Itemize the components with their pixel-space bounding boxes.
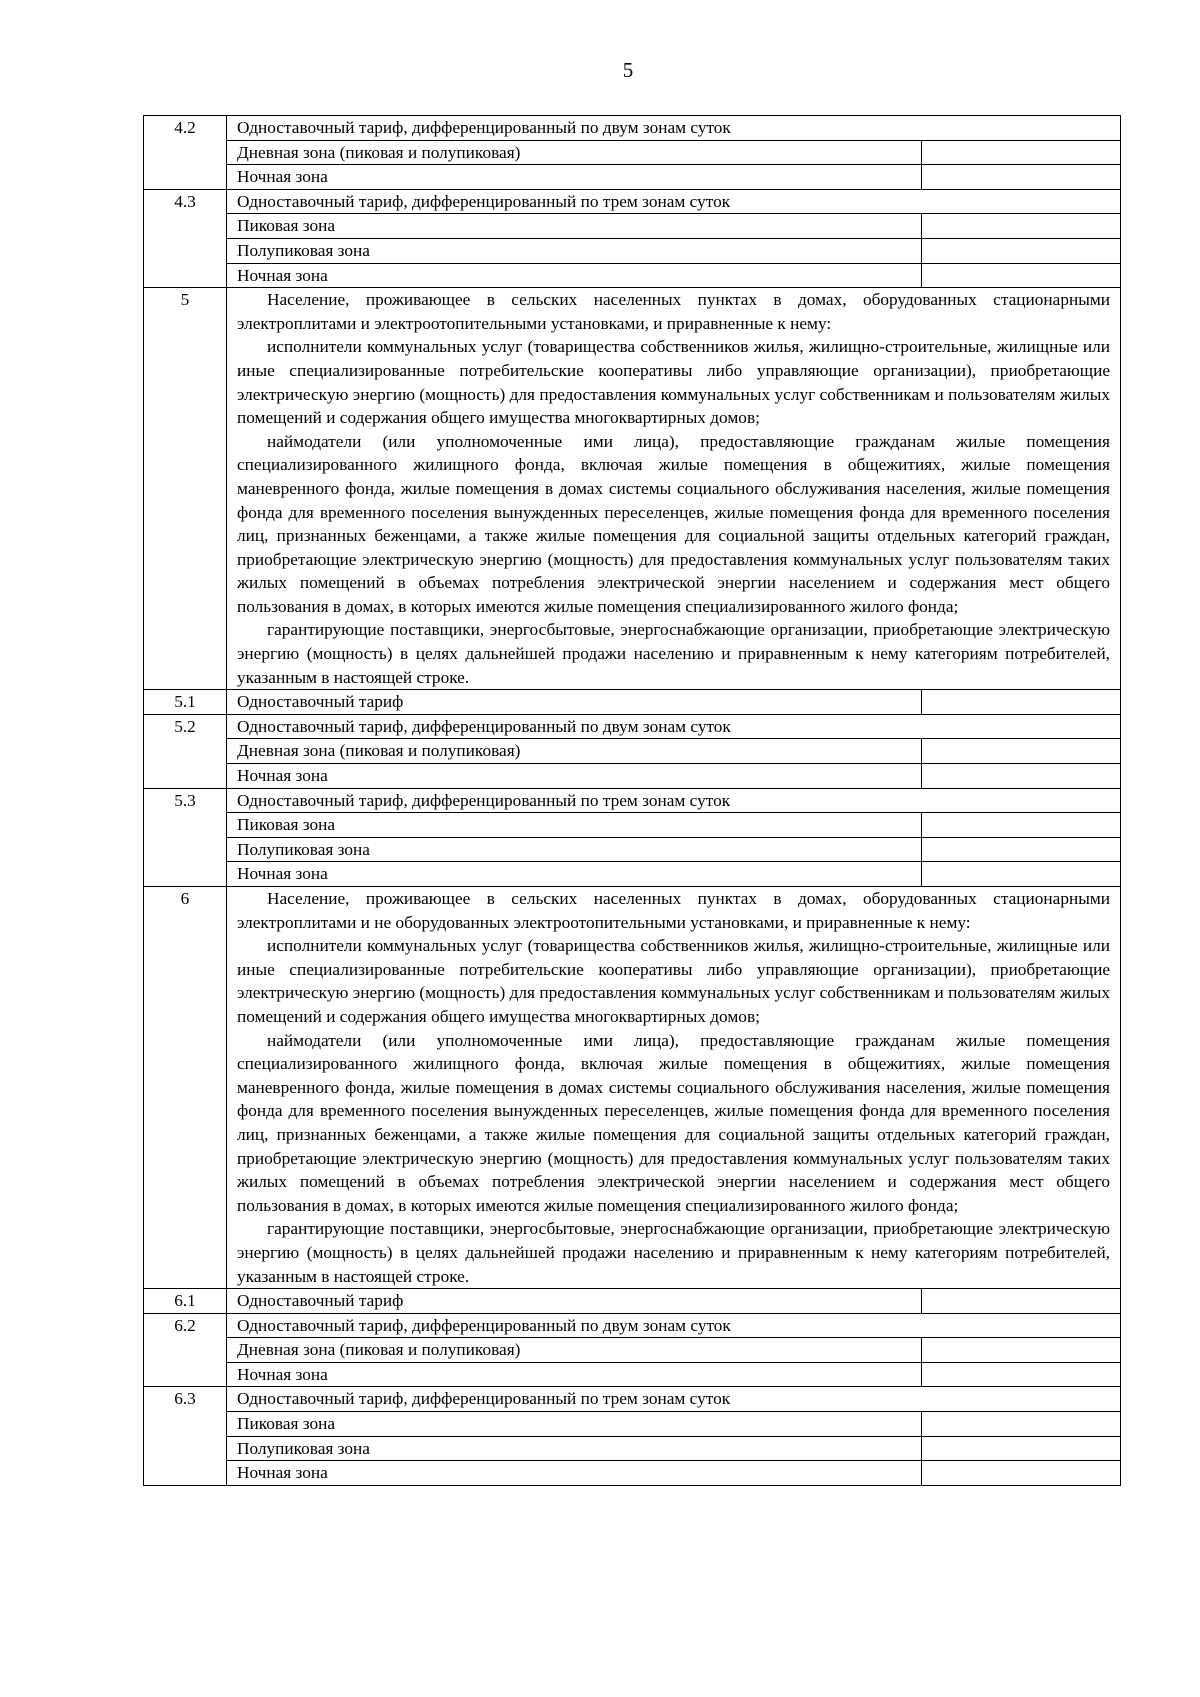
table-row	[144, 788, 1121, 813]
row-label: Полупиковая зона	[227, 1436, 922, 1461]
value-cell	[922, 1436, 1121, 1461]
group-intro: Население, проживающее в сельских населенных пунктах в домах, оборудованных стационарными электроплитами и электроотопительными установками, и приравненные к нему:	[237, 290, 1111, 333]
row-label: Дневная зона (пиковая и полупиковая)	[227, 1338, 922, 1363]
table-row	[144, 813, 1121, 838]
group-paragraph: гарантирующие поставщики, энергосбытовые, энергоснабжающие организации, приобретающие электрическую энергию (мощность) в целях дальнейшей продажи населению и приравненным к нему категориям потребителей, указанным в настоящей строке.	[237, 620, 1111, 687]
table-row	[144, 862, 1121, 887]
row-label: Пиковая зона	[227, 1412, 922, 1437]
row-number: 6.2	[144, 1313, 227, 1387]
table-row	[144, 837, 1121, 862]
value-cell	[922, 813, 1121, 838]
value-cell	[922, 837, 1121, 862]
table-row	[144, 887, 1121, 1289]
table-row	[144, 263, 1121, 288]
table-row	[144, 1387, 1121, 1412]
group-paragraph: наймодатели (или уполномоченные ими лица), предоставляющие гражданам жилые помещения специализированного жилищного фонда, включая жилые помещения в общежитиях, жилые помещения маневренного фонда, жилые помещения в домах системы социального обслуживания населения, жилые помещения фонда для временного поселения вынужденных переселенцев, жилые помещения фонда для временного поселения лиц, признанных беженцами, а также жилые помещения для социальной защиты отдельных категорий граждан, приобретающие электрическую энергию (мощность) для предоставления коммунальных услуг пользователям таких жилых помещений в объемах потребления электрической энергии населением и содержания мест общего пользования в домах, в которых имеются жилые помещения специализированного жилого фонда;	[237, 1030, 1111, 1215]
table-row	[144, 1289, 1121, 1314]
value-cell	[922, 140, 1121, 165]
table-row	[144, 1461, 1121, 1486]
row-label: Ночная зона	[227, 764, 922, 789]
row-label: Ночная зона	[227, 862, 922, 887]
table-row	[144, 739, 1121, 764]
row-label: Полупиковая зона	[227, 837, 922, 862]
consumer-group-description	[227, 288, 1121, 690]
row-label: Одноставочный тариф	[227, 690, 922, 715]
row-label: Одноставочный тариф, дифференцированный по двум зонам суток	[227, 1313, 1121, 1338]
row-number: 6.3	[144, 1387, 227, 1485]
row-label: Ночная зона	[227, 263, 922, 288]
table-row	[144, 165, 1121, 190]
table-row	[144, 690, 1121, 715]
row-number: 5.3	[144, 788, 227, 886]
table-row	[144, 1313, 1121, 1338]
row-label: Одноставочный тариф	[227, 1289, 922, 1314]
value-cell	[922, 263, 1121, 288]
value-cell	[922, 1412, 1121, 1437]
row-label: Ночная зона	[227, 165, 922, 190]
row-number: 5.1	[144, 690, 227, 715]
row-label: Дневная зона (пиковая и полупиковая)	[227, 140, 922, 165]
table-row	[144, 1436, 1121, 1461]
row-label: Ночная зона	[227, 1461, 922, 1486]
group-paragraph: наймодатели (или уполномоченные ими лица), предоставляющие гражданам жилые помещения специализированного жилищного фонда, включая жилые помещения в общежитиях, жилые помещения маневренного фонда, жилые помещения в домах системы социального обслуживания населения, жилые помещения фонда для временного поселения вынужденных переселенцев, жилые помещения фонда для временного поселения лиц, признанных беженцами, а также жилые помещения для социальной защиты отдельных категорий граждан, приобретающие электрическую энергию (мощность) для предоставления коммунальных услуг пользователям таких жилых помещений в объемах потребления электрической энергии населением и содержания мест общего пользования в домах, в которых имеются жилые помещения специализированного жилого фонда;	[237, 431, 1111, 616]
value-cell	[922, 690, 1121, 715]
page-number: 5	[622, 58, 634, 82]
value-cell	[922, 1289, 1121, 1314]
value-cell	[922, 1461, 1121, 1486]
value-cell	[922, 238, 1121, 263]
value-cell	[922, 165, 1121, 190]
value-cell	[922, 1362, 1121, 1387]
row-label: Пиковая зона	[227, 813, 922, 838]
value-cell	[922, 862, 1121, 887]
table-row	[144, 116, 1121, 141]
row-label: Дневная зона (пиковая и полупиковая)	[227, 739, 922, 764]
row-label: Одноставочный тариф, дифференцированный по трем зонам суток	[227, 189, 1121, 214]
table-row	[144, 140, 1121, 165]
row-label: Полупиковая зона	[227, 238, 922, 263]
group-paragraph: исполнители коммунальных услуг (товарищества собственников жилья, жилищно-строительные, жилищные или иные специализированные потребительские кооперативы либо управляющие организации), приобретающие электрическую энергию (мощность) для предоставления коммунальных услуг собственникам и пользователям жилых помещений и содержания общего имущества многоквартирных домов;	[237, 337, 1111, 428]
value-cell	[922, 214, 1121, 239]
group-intro: Население, проживающее в сельских населенных пунктах в домах, оборудованных стационарными электроплитами и не оборудованных электроотопительными установками, и приравненные к нему:	[237, 889, 1111, 932]
row-number: 4.2	[144, 116, 227, 190]
table-row	[144, 288, 1121, 690]
tariff-table	[143, 115, 1121, 1486]
value-cell	[922, 1338, 1121, 1363]
table-row	[144, 214, 1121, 239]
row-label: Ночная зона	[227, 1362, 922, 1387]
table-row	[144, 714, 1121, 739]
value-cell	[922, 739, 1121, 764]
row-label: Одноставочный тариф, дифференцированный по трем зонам суток	[227, 1387, 1121, 1412]
table-row	[144, 1412, 1121, 1437]
group-paragraph: исполнители коммунальных услуг (товарищества собственников жилья, жилищно-строительные, жилищные или иные специализированные потребительские кооперативы либо управляющие организации), приобретающие электрическую энергию (мощность) для предоставления коммунальных услуг собственникам и пользователям жилых помещений и содержания общего имущества многоквартирных домов;	[237, 936, 1111, 1026]
row-label: Одноставочный тариф, дифференцированный по двум зонам суток	[227, 714, 1121, 739]
consumer-group-description	[227, 887, 1121, 1289]
row-label: Одноставочный тариф, дифференцированный по трем зонам суток	[227, 788, 1121, 813]
table-row	[144, 1338, 1121, 1363]
table-row	[144, 764, 1121, 789]
table-row	[144, 1362, 1121, 1387]
table-row	[144, 238, 1121, 263]
group-paragraph: гарантирующие поставщики, энергосбытовые, энергоснабжающие организации, приобретающие электрическую энергию (мощность) в целях дальнейшей продажи населению и приравненным к нему категориям потребителей, указанным в настоящей строке.	[237, 1219, 1111, 1286]
row-number: 5	[144, 288, 227, 690]
row-number: 5.2	[144, 714, 227, 788]
row-number: 6.1	[144, 1289, 227, 1314]
row-number: 6	[144, 887, 227, 1289]
row-label: Пиковая зона	[227, 214, 922, 239]
table-row	[144, 189, 1121, 214]
value-cell	[922, 764, 1121, 789]
row-label: Одноставочный тариф, дифференцированный по двум зонам суток	[227, 116, 1121, 141]
row-number: 4.3	[144, 189, 227, 287]
